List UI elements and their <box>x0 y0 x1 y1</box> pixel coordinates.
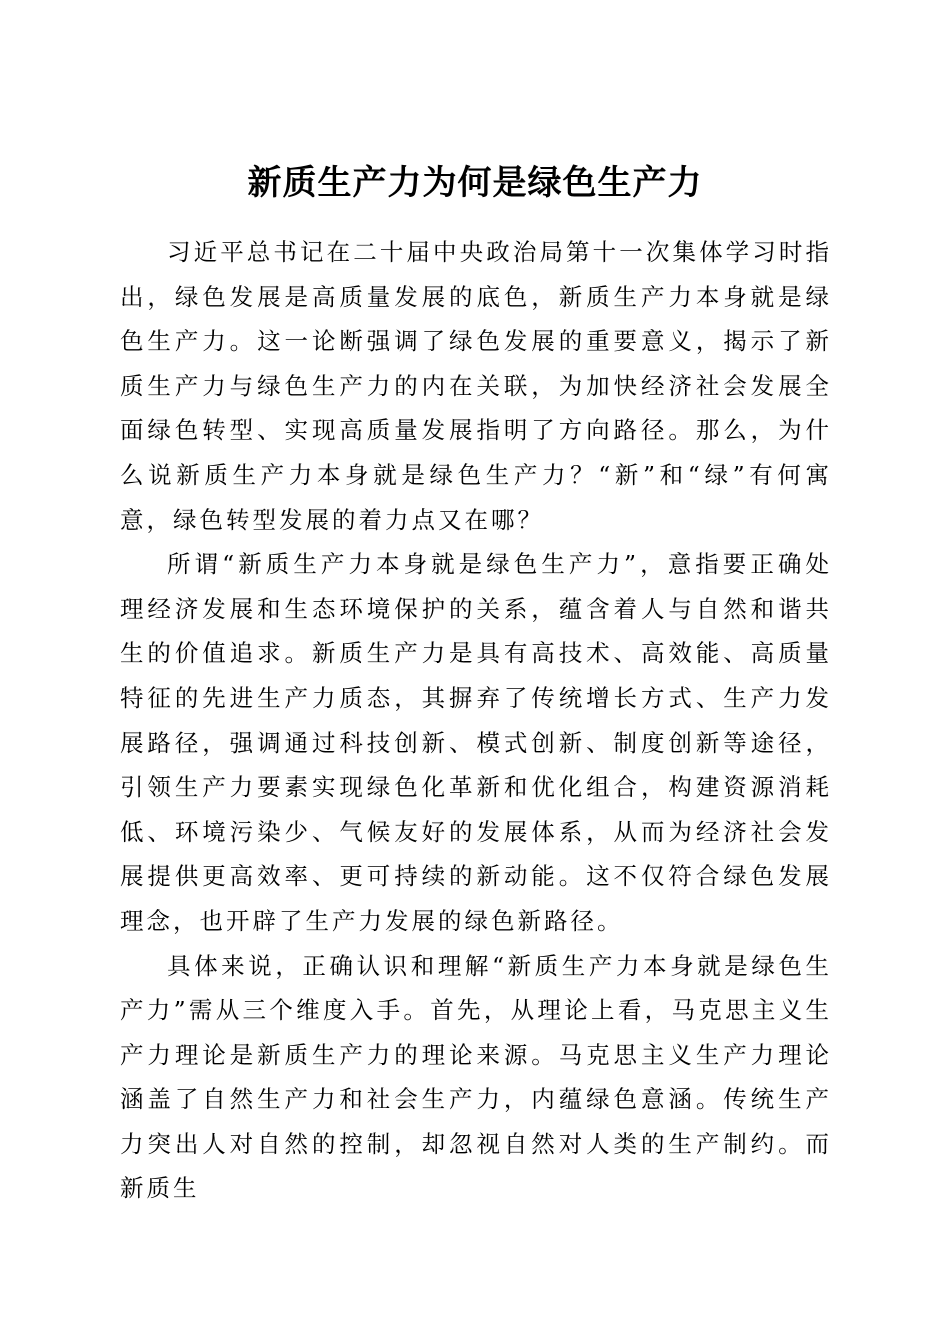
paragraph-3: 具体来说，正确认识和理解“新质生产力本身就是绿色生产力”需从三个维度入手。首先，从理论上看，马克思主义生产力理论是新质生产力的理论来源。马克思主义生产力理论涵盖了自然生产力和社会生产力，内蕴绿色意涵。传统生产力突出人对自然的控制，却忽视自然对人类的生产制约。而新质生 <box>120 951 832 1203</box>
document-title: 新质生产力为何是绿色生产力 <box>247 162 703 203</box>
paragraph-2: 所谓“新质生产力本身就是绿色生产力”，意指要正确处理经济发展和生态环境保护的关系，蕴含着人与自然和谐共生的价值追求。新质生产力是具有高技术、高效能、高质量特征的先进生产力质态，其摒弃了传统增长方式、生产力发展路径，强调通过科技创新、模式创新、制度创新等途径，引领生产力要素实现绿色化革新和优化组合，构建资源消耗低、环境污染少、气候友好的发展体系，从而为经济社会发展提供更高效率、更可持续的新动能。这不仅符合绿色发展理念，也开辟了生产力发展的绿色新路径。 <box>120 550 832 935</box>
paragraph-1: 习近平总书记在二十届中央政治局第十一次集体学习时指出，绿色发展是高质量发展的底色，新质生产力本身就是绿色生产力。这一论断强调了绿色发展的重要意义，揭示了新质生产力与绿色生产力的内在关联，为加快经济社会发展全面绿色转型、实现高质量发展指明了方向路径。那么，为什么说新质生产力本身就是绿色生产力？“新”和“绿”有何寓意，绿色转型发展的着力点又在哪？ <box>120 238 832 534</box>
document-body <box>120 230 832 1211</box>
